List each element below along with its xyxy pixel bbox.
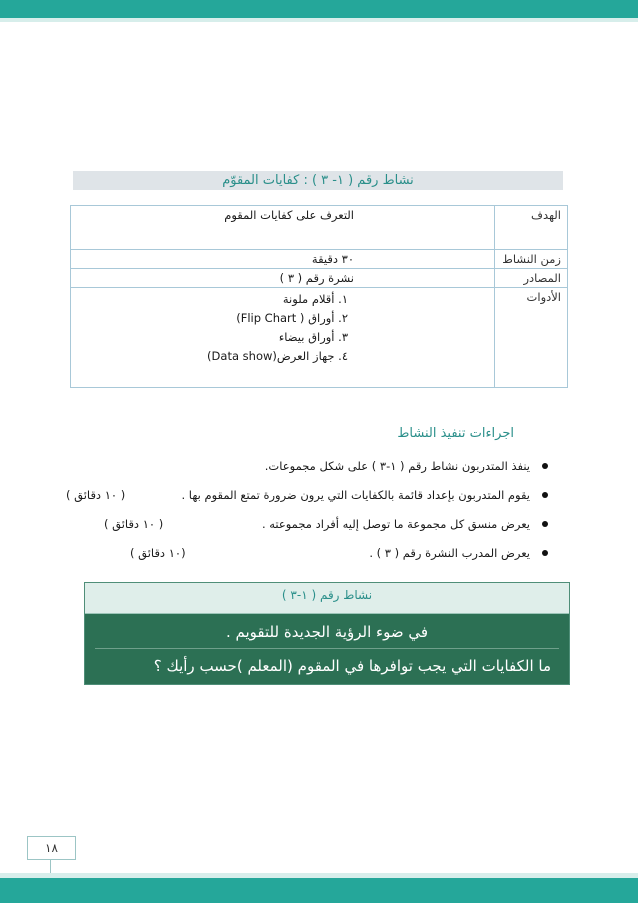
step-text: يقوم المتدربون بإعداد قائمة بالكفايات التي يرون ضرورة تمتع المقوم بها .: [181, 488, 530, 502]
activity-box: [84, 582, 570, 685]
sources-label: المصادر: [495, 269, 568, 288]
step-text: يعرض منسق كل مجموعة ما توصل إليه أفراد مجموعته .: [261, 517, 530, 531]
tools-cell: [71, 288, 495, 388]
tool-item: ٣. أوراق بيضاء: [278, 330, 348, 344]
step-duration: ( ١٠ دقائق ): [66, 488, 126, 502]
sources-row: [71, 269, 568, 288]
time-value: ٣٠ دقيقة: [71, 250, 495, 269]
procedures-title: اجراءات تنفيذ النشاط: [397, 426, 514, 441]
goal-value: التعرف على كفايات المقوم: [71, 206, 495, 250]
activity-table: [70, 205, 568, 388]
tool-item: ٢. أوراق ( Flip Chart): [236, 311, 348, 325]
bullet-icon: [542, 550, 548, 556]
step-item: [80, 543, 550, 572]
goal-row: [71, 206, 568, 250]
activity-box-header: نشاط رقم ( ١-٣ ): [85, 583, 569, 614]
step-item: [66, 485, 550, 514]
bullet-icon: [542, 492, 548, 498]
time-label: زمن النشاط: [495, 250, 568, 269]
step-text: ينفذ المتدربون نشاط رقم ( ١-٣ ) على شكل مجموعات.: [264, 459, 530, 473]
bullet-icon: [542, 463, 548, 469]
tool-item: ١. أقلام ملونة: [282, 292, 348, 306]
tools-row: [71, 288, 568, 388]
bottom-decor-band: [0, 878, 638, 903]
step-duration: (١٠ دقائق ): [130, 546, 186, 560]
step-item: [80, 456, 550, 485]
goal-label: الهدف: [495, 206, 568, 250]
bullet-icon: [542, 521, 548, 527]
time-row: [71, 250, 568, 269]
step-text: يعرض المدرب النشرة رقم ( ٣ ) .: [369, 546, 530, 560]
page-number: ١٨: [27, 836, 76, 860]
procedure-steps: [66, 456, 550, 572]
tool-item: ٤. جهاز العرض(Data show): [207, 349, 348, 363]
top-decor-band: [0, 0, 638, 18]
sources-value: نشرة رقم ( ٣ ): [71, 269, 495, 288]
activity-box-line1: في ضوء الرؤية الجديدة للتقويم .: [225, 623, 429, 641]
tools-list: [77, 290, 488, 366]
activity-title: نشاط رقم ( ١- ٣ ) : كفايات المقوّم: [73, 171, 563, 190]
step-item: [80, 514, 550, 543]
step-duration: ( ١٠ دقائق ): [104, 517, 164, 531]
activity-box-line2: ما الكفايات التي يجب توافرها في المقوم (المعلم )حسب رأيك ؟: [153, 657, 551, 675]
tools-label: الأدوات: [495, 288, 568, 388]
activity-box-divider: [95, 648, 559, 649]
top-decor-band-light: [0, 18, 638, 22]
